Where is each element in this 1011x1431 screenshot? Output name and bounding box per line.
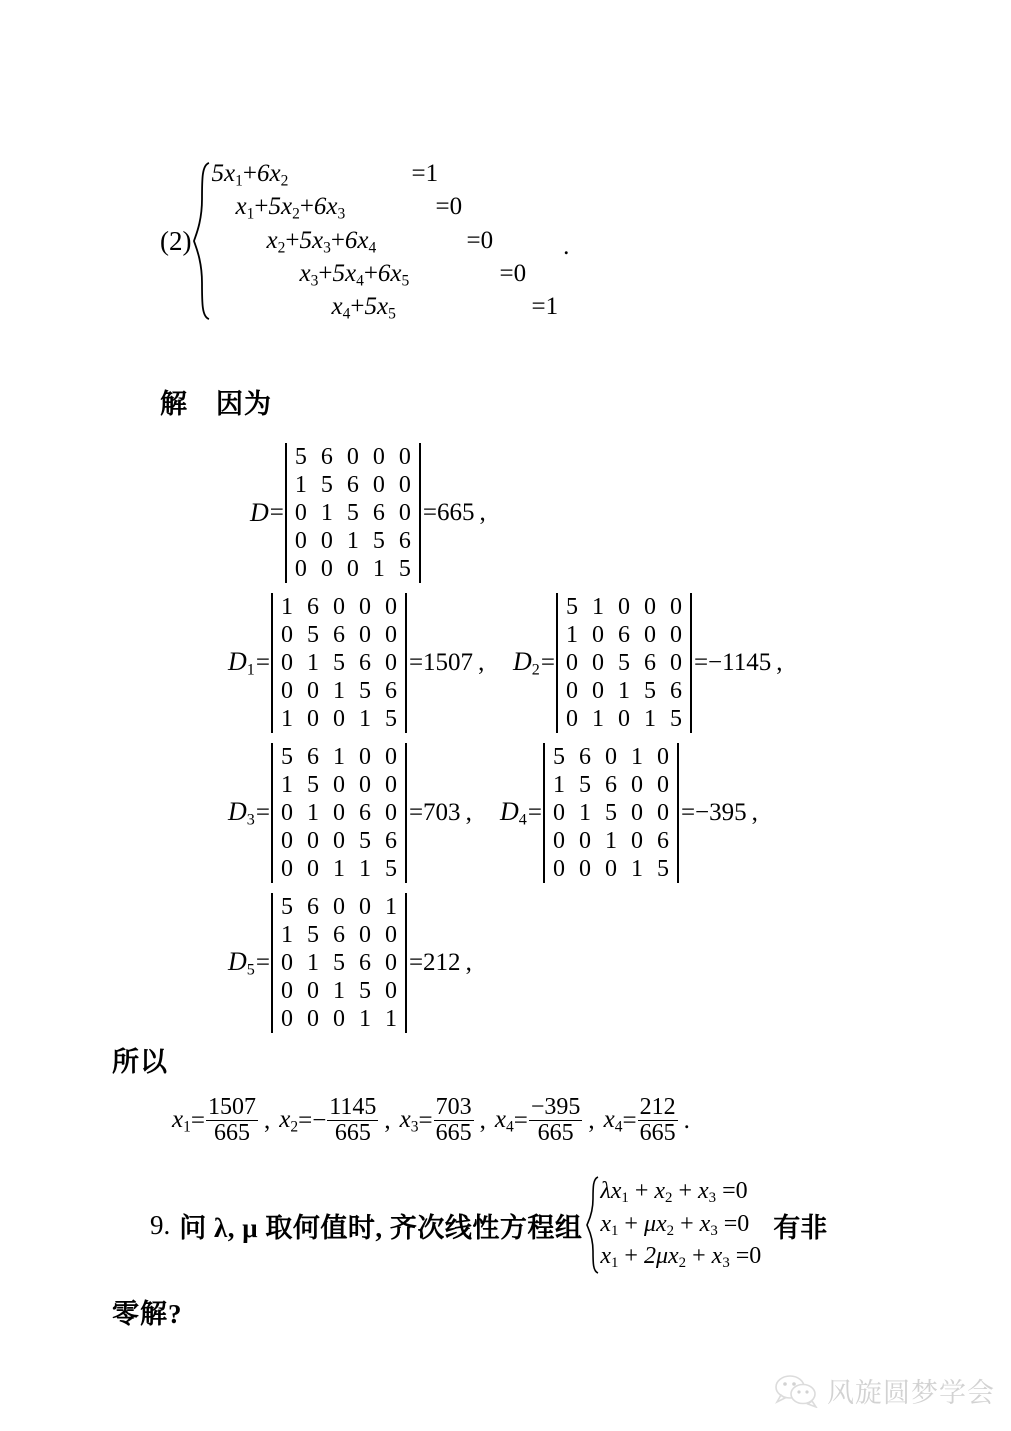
matrix-row: 0 1 0 1 5 [565,706,682,733]
matrix-row: 5 6 0 0 0 [294,444,411,470]
matrix-row: 1 5 6 0 0 [294,472,411,499]
equation-row: $\lambda x_1$ + $x_2$ + $x_3$ =0 [600,1178,748,1207]
determinant-label: $D_5$ [228,946,255,979]
equation-rhs: =0 [435,193,463,221]
equation-row: $x_1+5x_2+6x_3$ =0 [235,193,463,223]
result-x4-b: $x_4$ = $\frac{212}{665}$ [603,1094,676,1147]
fraction [434,1095,474,1147]
numerator: 1145 [329,1094,377,1120]
punctuation: , [776,649,783,677]
determinant-matrix [556,593,692,733]
punctuation: , [263,1106,271,1134]
equals-sign: = [190,1106,205,1134]
punctuation: , [588,1106,595,1134]
determinant-value: =−395 [680,799,747,827]
results-line [172,1095,690,1147]
punctuation: , [751,799,758,827]
determinant-matrix [543,743,679,883]
equals-sign: = [527,799,542,827]
determinant-matrix [271,593,407,733]
determinant-value: =−1145 [693,649,772,677]
matrix-row: 0 1 5 6 0 [280,950,397,977]
problem-2-label: (2) [160,225,192,256]
problem-2-equation-list [211,158,558,325]
equation-row: $x_1$ + $2\mu x_2$ + $x_3$ =0 [600,1243,762,1272]
equals-sign: = [418,1106,433,1134]
matrix-row: 0 0 1 5 0 [280,978,397,1005]
equals-sign: = [298,1106,313,1134]
matrix-row: 5 1 0 0 0 [565,594,682,620]
homogeneous-equation-list [600,1176,761,1273]
punctuation: , [465,799,472,827]
matrix-row: 1 5 0 0 0 [280,772,397,799]
determinant-label: $D_3$ [228,796,255,829]
homogeneous-system [586,1175,761,1275]
matrix-row: 0 0 0 1 1 [280,1006,397,1033]
matrix-row: 0 0 1 0 6 [552,828,669,855]
determinant-value: =1507 [408,649,474,677]
punctuation: , [384,1106,391,1134]
matrix-row: 0 0 1 5 6 [294,528,411,555]
result-x1: $x_1$ = $\frac{1507}{665}$ [172,1094,256,1147]
equals-sign: = [255,949,270,977]
problem-2-system [160,158,569,325]
matrix-row: 0 1 5 6 0 [294,500,411,527]
determinant-label: $D_2$ [513,646,540,679]
result-x3: $x_3$ = $\frac{703}{665}$ [399,1094,472,1147]
determinant-D2 [513,593,796,733]
equals-sign: = [622,1106,637,1134]
equals-sign: = [513,1106,528,1134]
denominator: 665 [435,1120,472,1147]
equals-sign: = [269,499,284,527]
left-brace-icon [586,1175,600,1275]
denominator: 665 [537,1120,574,1147]
equation-row: $5x_1+6x_2$ =1 [211,160,439,190]
determinant-D5 [228,893,486,1033]
equation-row: $x_4+5x_5$ =1 [331,293,559,323]
problem-9 [150,1175,827,1275]
equation-row: $x_3+5x_4+6x_5$ =0 [299,259,527,290]
matrix-row: 0 0 1 1 5 [280,856,397,883]
matrix-row: 5 6 0 0 1 [280,894,397,920]
watermark-text: 风旋圆梦学会 [827,1378,995,1408]
matrix-row: 1 5 6 0 0 [552,772,669,799]
determinant-value: =212 [408,949,461,977]
determinant-D4 [500,743,772,883]
fraction [529,1095,583,1147]
result-x2: $x_2$ = − $\frac{1145}{665}$ [279,1094,377,1147]
equation-rhs: =1 [411,160,439,187]
matrix-row: 5 6 1 0 0 [280,744,397,770]
determinant-label: $D_4$ [500,796,527,829]
matrix-row: 0 5 6 0 0 [280,622,397,649]
wechat-bubbles-icon [774,1374,818,1408]
punctuation: , [479,499,486,527]
numerator: −395 [530,1094,581,1120]
numerator: 1507 [207,1094,256,1120]
determinant-matrix [285,443,421,583]
result-x4-a: $x_4$ = $\frac{-395}{665}$ [494,1094,581,1147]
numerator: 703 [435,1094,472,1120]
therefore-heading: 所以 [112,1047,168,1077]
equation-rhs: =1 [531,293,559,321]
left-brace-icon [193,161,211,321]
determinant-value: =703 [408,799,461,827]
matrix-row: 1 0 0 1 5 [280,706,397,733]
problem-9-text: 问 λ, μ 取何值时, 齐次线性方程组 [179,1212,583,1243]
solution-heading: 解 因为 [160,389,272,419]
punctuation: , [465,949,472,977]
matrix-row: 0 0 0 5 6 [280,828,397,855]
punctuation: . [683,1106,690,1134]
equation-row: $x_1$ + $\mu x_2$ + $x_3$ =0 [600,1210,750,1239]
determinant-matrix [271,893,407,1033]
determinant-label: $D_1$ [228,646,255,679]
punctuation: , [478,649,485,677]
numerator: 212 [639,1094,676,1120]
matrix-row: 0 0 0 1 5 [552,856,669,883]
matrix-row: 0 0 0 1 5 [294,556,411,583]
matrix-row: 0 0 1 5 6 [565,678,682,705]
matrix-row: 0 0 1 5 6 [280,678,397,705]
problem-9-continuation: 零解? [112,1299,183,1329]
matrix-row: 1 0 6 0 0 [565,622,682,649]
matrix-row: 1 5 6 0 0 [280,922,397,949]
determinant-label: D [250,498,269,528]
fraction [206,1095,258,1147]
determinant-matrix [271,743,407,883]
punctuation: , [479,1106,486,1134]
fraction [638,1095,678,1147]
determinant-value: =665 [422,499,475,527]
determinant-D1 [228,593,498,733]
problem-9-tail-text: 有非 [773,1212,828,1243]
denominator: 665 [334,1120,371,1147]
denominator: 665 [213,1120,250,1147]
matrix-row: 1 6 0 0 0 [280,594,397,620]
equation-rhs: =0 [499,259,527,287]
problem-9-number: 9. [150,1209,171,1240]
equation-row: $x_2+5x_3+6x_4$ =0 [266,226,494,256]
matrix-row: 0 1 0 6 0 [280,800,397,827]
equals-sign: = [255,649,270,677]
matrix-row: 0 1 5 6 0 [280,650,397,677]
watermark [774,1371,995,1410]
determinant-D [250,443,500,583]
equation-rhs: =0 [466,226,494,254]
determinant-D3 [228,743,486,883]
trailing-period: . [563,233,570,261]
matrix-row: 0 0 5 6 0 [565,650,682,677]
denominator: 665 [639,1120,676,1147]
minus-sign: − [312,1106,327,1134]
equals-sign: = [255,799,270,827]
matrix-row: 5 6 0 1 0 [552,744,669,770]
fraction [327,1095,378,1147]
equals-sign: = [540,649,555,677]
matrix-row: 0 1 5 0 0 [552,800,669,827]
